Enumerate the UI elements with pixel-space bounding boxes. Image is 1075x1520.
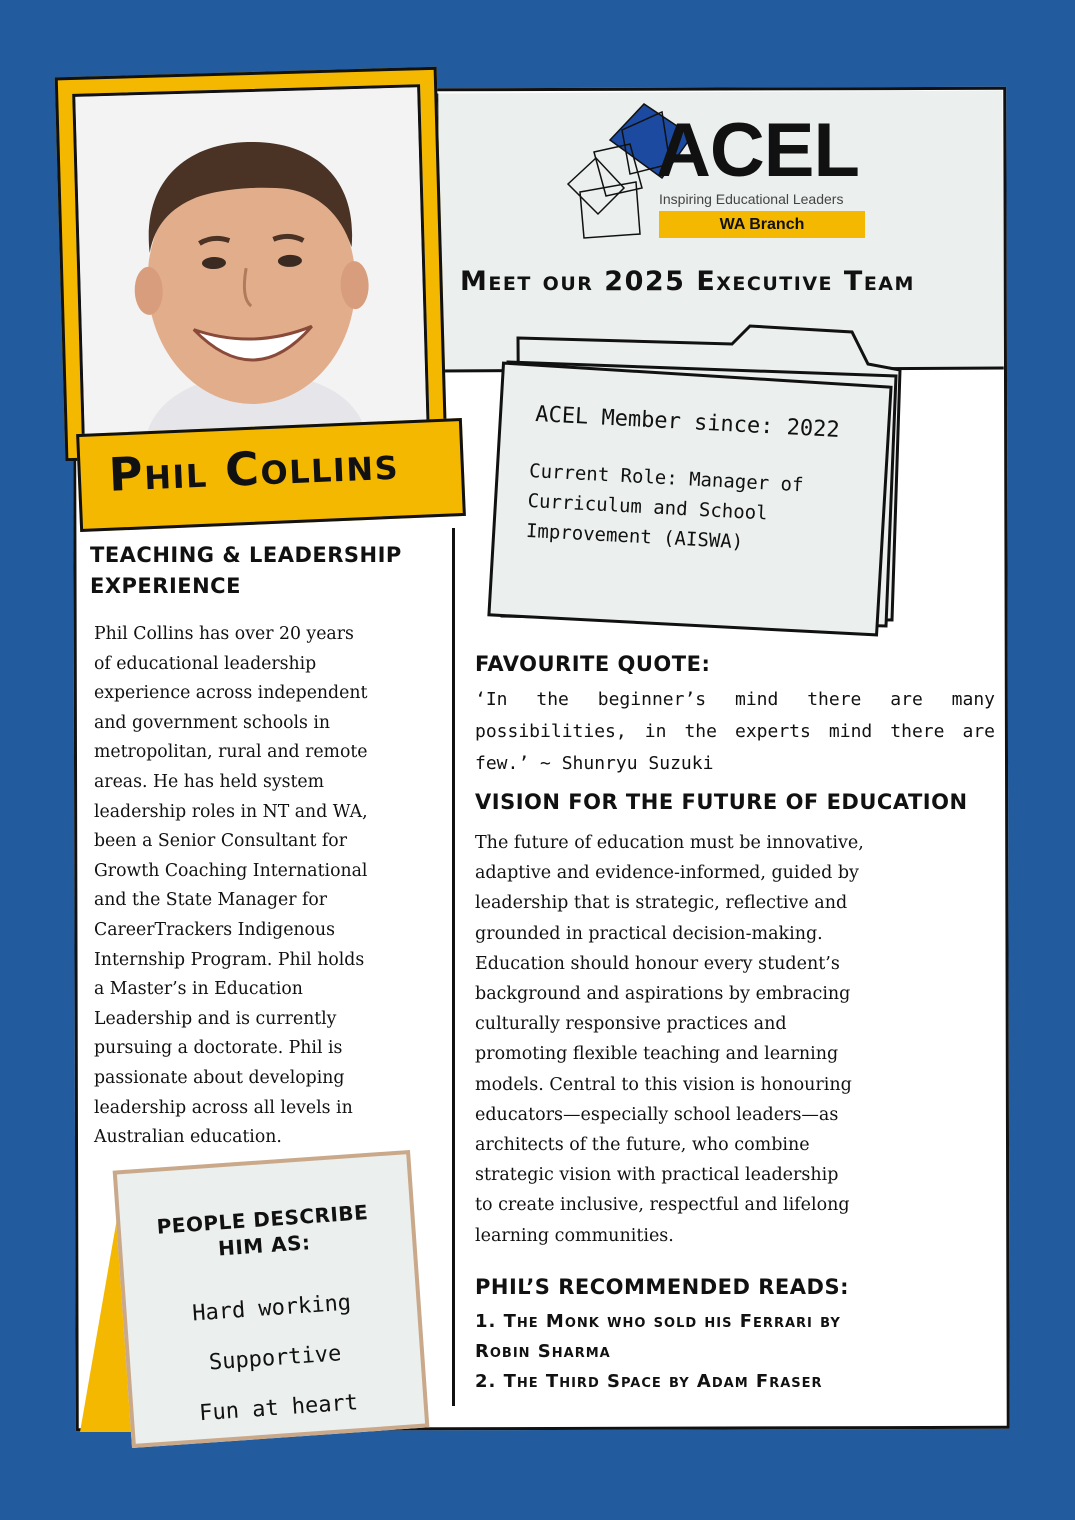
heading-line: PEOPLE DESCRIBE xyxy=(155,1200,369,1239)
person-portrait-icon xyxy=(75,87,427,442)
text-line: to create inclusive, respectful and lifelong xyxy=(475,1195,850,1216)
text-line: and the State Manager for xyxy=(94,890,328,911)
role-line: Curriculum and School xyxy=(527,489,769,525)
heading-line: HIM AS: xyxy=(217,1230,312,1261)
right-column xyxy=(475,652,995,1397)
text-line: grounded in practical decision-making. xyxy=(475,923,823,944)
read-line: Robin Sharma xyxy=(475,1340,611,1362)
text-line: a Master’s in Education xyxy=(94,979,303,1000)
recommended-reads xyxy=(475,1307,995,1397)
text-line: promoting flexible teaching and learning xyxy=(475,1044,839,1065)
page-title: Meet our 2025 Executive Team xyxy=(460,266,915,297)
text-line: experience across independent xyxy=(94,683,368,704)
text-line: metropolitan, rural and remote xyxy=(94,742,368,763)
read-line: 1. The Monk who sold his Ferrari by xyxy=(475,1310,841,1332)
text-line: The future of education must be innovative, xyxy=(475,833,864,853)
text-line: been a Senior Consultant for xyxy=(94,831,347,852)
text-line: models. Central to this vision is honouring xyxy=(475,1074,852,1095)
profile-photo xyxy=(72,84,430,446)
logo-word: ACEL xyxy=(656,108,859,193)
text-line: culturally responsive practices and xyxy=(475,1014,787,1035)
reads-heading: PHIL’S RECOMMENDED READS: xyxy=(475,1274,849,1299)
text-line: leadership across all levels in xyxy=(94,1097,353,1118)
heading-line: EXPERIENCE xyxy=(90,574,241,598)
text-line: leadership roles in NT and WA, xyxy=(94,801,368,822)
describe-item: Hard working xyxy=(191,1290,352,1327)
text-line: areas. He has held system xyxy=(94,771,325,792)
text-line: and government schools in xyxy=(94,712,331,733)
text-line: leadership that is strategic, reflective and xyxy=(475,893,848,914)
favourite-quote: ‘In the beginner’s mind there are many possibilities, in the experts mind there are few.’ ~ Shunryu Suzuki xyxy=(475,689,995,774)
vision-heading: VISION FOR THE FUTURE OF EDUCATION xyxy=(475,790,968,814)
text-line: passionate about developing xyxy=(94,1067,345,1088)
experience-section xyxy=(90,540,450,1153)
describe-heading xyxy=(132,1197,395,1267)
text-line: Phil Collins has over 20 years xyxy=(94,624,354,644)
describe-sign xyxy=(113,1150,430,1448)
text-line: CareerTrackers Indigenous xyxy=(94,919,335,940)
text-line: Leadership and is currently xyxy=(94,1008,337,1029)
text-line: of educational leadership xyxy=(94,653,317,674)
person-name: Phil Collins xyxy=(107,435,401,502)
text-line: Education should honour every student’s xyxy=(475,953,840,974)
text-line: strategic vision with practical leadership xyxy=(475,1165,839,1186)
text-line: educators—especially school leaders—as xyxy=(475,1104,839,1125)
describe-item: Supportive xyxy=(208,1341,343,1376)
experience-text xyxy=(94,620,450,1153)
photo-frame xyxy=(55,67,448,462)
text-line: pursuing a doctorate. Phil is xyxy=(94,1038,343,1059)
experience-heading xyxy=(90,540,450,602)
quote-heading: FAVOURITE QUOTE: xyxy=(475,652,711,676)
text-line: adaptive and evidence-informed, guided by xyxy=(475,863,859,884)
logo-tagline: Inspiring Educational Leaders xyxy=(659,191,844,207)
name-plate xyxy=(76,418,466,532)
role-line: Current Role: Manager of xyxy=(528,459,804,497)
text-line: background and aspirations by embracing xyxy=(475,984,851,1005)
describe-item: Fun at heart xyxy=(198,1390,359,1427)
heading-line: TEACHING & LEADERSHIP xyxy=(90,543,402,567)
member-since: ACEL Member since: 2022 xyxy=(534,402,841,443)
text-line: Growth Coaching International xyxy=(94,860,368,881)
role-line: Improvement (AISWA) xyxy=(525,519,744,554)
read-line: 2. The Third Space by Adam Fraser xyxy=(475,1370,823,1392)
current-role xyxy=(525,456,804,560)
column-divider xyxy=(452,528,455,1406)
branch-badge: WA Branch xyxy=(659,211,865,238)
text-line: architects of the future, who combine xyxy=(475,1135,810,1156)
text-line: learning communities. xyxy=(475,1225,674,1246)
text-line: Internship Program. Phil holds xyxy=(94,949,365,970)
vision-text xyxy=(475,828,995,1251)
text-line: Australian education. xyxy=(94,1127,282,1148)
